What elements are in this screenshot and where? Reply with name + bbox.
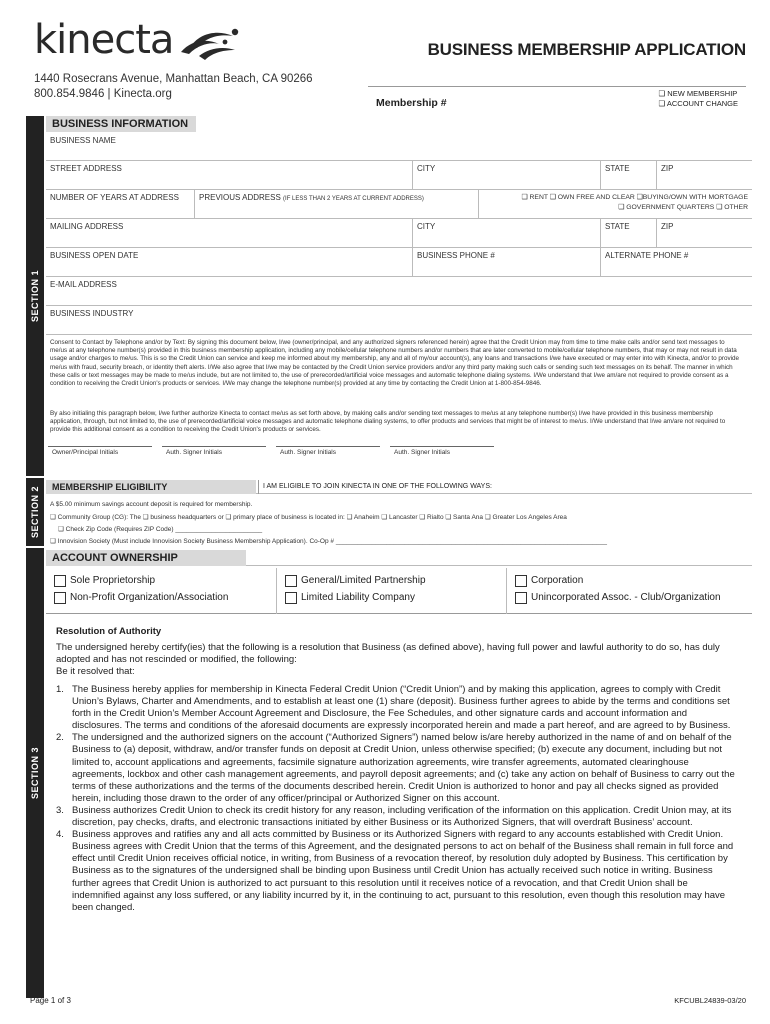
mailing-address-row [46,219,752,248]
partnership-checkbox[interactable]: General/Limited Partnership [285,572,506,589]
llc-checkbox[interactable]: Limited Liability Company [285,589,506,606]
auth-signer-initials-line[interactable]: Auth. Signer Initials [162,446,266,456]
ownership-column-1 [46,568,276,614]
email-row [46,277,752,306]
account-ownership-heading: ACCOUNT OWNERSHIP [46,550,246,566]
list-item: 2. The undersigned and the authorized signers on the account (“Authorized Signers”) named below is/are hereby authorized in the name of and on behalf of the Business to (a) deposit, withdraw, and/or transfer funds on deposit at Credit Union, unless otherwise specified; (b) execute any document, including but not limited to, account applications and agreements, facsimile signature authorization agreements, wire transfer agreements, automated clearinghouse agreements, lockbox and other cash management agreements, and payroll deposit agreements; and (c) take any action on behalf of Business to carry out the terms of these authorizations and the terms of the documents described herein. Credit Union is authorized to honor and pay all checks signed as provided herein, including those drawn to the order of any officer/principal or Authorized Signer on this account. [56,732,735,804]
contact-line: 800.854.9846 | Kinecta.org [34,88,172,100]
previous-address-field[interactable]: PREVIOUS ADDRESS (IF LESS THAN 2 YEARS AT CURRENT ADDRESS) [194,190,478,218]
checkbox-icon [54,575,66,587]
alternate-phone-field[interactable]: ALTERNATE PHONE # [600,248,752,276]
membership-type-options [658,89,738,109]
address-history-row [46,190,752,219]
business-information-heading: BUSINESS INFORMATION [46,116,196,132]
community-group-options[interactable]: ❑ Community Group (CG): The ❑ business headquarters or ❑ primary place of business is located in: ❑ Anaheim ❑ Lancaster ❑ Rialto ❑ Santa Ana ❑ Greater Los Angeles Area [50,514,567,521]
mailing-zip-field[interactable]: ZIP [656,219,752,247]
membership-number-field[interactable] [368,86,746,114]
auth-signer-initials-line[interactable]: Auth. Signer Initials [390,446,494,456]
checkbox-icon [285,575,297,587]
zip-field[interactable]: ZIP [656,161,752,189]
list-item: 4. Business approves and ratifies any and all acts committed by Business or its Authorized Signers with regard to any accounts established with Credit Union. Business agrees with Credit Union that the terms of this Agreement, and the designated persons to act on behalf of the Business shall remain in full force and effect until Credit Union receives official notice, in writing, from Business of a revocation thereof, by resolution duly adopted by Business. This certification by Business as to the signatures of the undersigned shall be binding upon Business until Credit Union has actually received such notice in writing. Business further agrees that Credit Union is authorized to act pursuant to this resolution until it receives notice of a revocation, and that Credit Union shall be indemnified against any loss suffered, or any liability incurred by it, in the continuing to act, pursuant to this resolution, even though this resolution may have been changed. [56,829,734,913]
address-line: 1440 Rosecrans Avenue, Manhattan Beach, CA 90266 [34,73,313,85]
form-code: KFCUBL24839-03/20 [674,996,746,1005]
kinecta-logo [34,18,243,62]
resolution-items [56,684,736,914]
section-3-tab: SECTION 3 [26,548,44,998]
ownership-options [46,568,752,614]
page-number: Page 1 of 3 [30,996,71,1005]
list-item: 3. Business authorizes Credit Union to check its credit history for any reason, including verification of the information on this application. Credit Union may, at its discretion, pay checks, drafts, and electronic transactions initiated by either Business or its Authorized Signers, that will overdraft Business’ account. [56,804,732,829]
mailing-city-field[interactable]: CITY [412,219,600,247]
resolution-intro: The undersigned hereby certify(ies) that the following is a resolution that Business (as defined above), having full power and lawful authority to do so, has duly adopted and has not rescinded or modified, the following: Be it resolved that: [56,642,736,678]
years-at-address-field[interactable]: NUMBER OF YEARS AT ADDRESS [50,193,179,202]
document-title: BUSINESS MEMBERSHIP APPLICATION [427,40,746,59]
section-2-tab: SECTION 2 [26,478,44,546]
check-zip-code-option[interactable]: ❑ Check Zip Code (Requires ZIP Code) ________________________ [58,526,263,533]
telephone-consent-paragraph: Consent to Contact by Telephone and/or by Text: By signing this document below, I/we (owner/principal, and any authorized signers referenced herein) agree that the Credit Union may from time to time make calls and/or send text messages to me/us at any telephone number(s) provided in this business membership application, including any mobile/cellular telephone numbers and/or numbers that are later converted to mobile/cellular telephone numbers, that may or may not result in data usage and/or charges to me/us. This is so the Credit Union can service and keep me informed about my membership, any and all of my/our account(s), any loans and transactions I/we have executed or may enter into with Kinecta, and/or to provide me/us with fraud, security breach, or identity theft alerts. I/We also agree that I/we may be contacted by the Credit Union service providers and/or any third party making such calls or sending such text messages on its behalf. The manner in which these calls or text messages may be made to me/us include, but are not limited to, the use of prerecorded/artificial voice messages and automatic telephone dialing systems. I/We understand that I/we am/are not required to provide consent as a condition to receiving the Credit Union's products or services. I/We may change the telephone number(s) provided at any time by contacting the Credit Union at 1-800-854-9846. [50,339,740,388]
business-name-row [46,133,752,161]
kinecta-swirl-icon [177,22,243,62]
dates-phones-row [46,248,752,277]
checkbox-icon [515,575,527,587]
state-field[interactable]: STATE [600,161,656,189]
business-phone-field[interactable]: BUSINESS PHONE # [412,248,600,276]
account-change-checkbox[interactable]: ❑ ACCOUNT CHANGE [658,99,738,108]
list-item: 1. The Business hereby applies for membership in Kinecta Federal Credit Union (“Credit Union”) and by making this application, agrees to comply with Credit Union’s Bylaws, Charter and Amendments, and to establish at least one (1) share (deposit). Business further agrees to abide by the terms and conditions set forth in the Credit Union’s Member Account Agreement and Disclosure, the Fee Schedules, and other signature cards and account information and disclosures. The terms and conditions of the aforesaid documents are expressly incorporated herein and made a part hereof, and are agreed to by Business. [56,684,731,732]
minimum-deposit-note: A $5.00 minimum savings account deposit is required for membership. [50,501,253,508]
eligibility-instruction: I AM ELIGIBLE TO JOIN KINECTA IN ONE OF THE FOLLOWING WAYS: [258,480,496,494]
company-address [34,72,313,102]
mailing-address-field[interactable]: MAILING ADDRESS [50,222,124,231]
corporation-checkbox[interactable]: Corporation [515,572,752,589]
non-profit-checkbox[interactable]: Non-Profit Organization/Association [54,589,276,606]
eligibility-header [46,480,752,494]
membership-label: Membership # [376,96,447,109]
sole-proprietorship-checkbox[interactable]: Sole Proprietorship [54,572,276,589]
street-address-field[interactable]: STREET ADDRESS [50,164,122,173]
email-field[interactable]: E-MAIL ADDRESS [50,280,117,289]
marketing-consent-paragraph: By also initialing this paragraph below, I/we further authorize Kinecta to contact me/us as set forth above, by making calls and/or sending text messages to me/us at any telephone number(s) I/we have provided in this business membership application, through, but not limited to, the use of prerecorded/artificial voice messages and automatic telephone dialing systems, to offer products and services that might be of interest to me/us. I/We understand that I/we am/are not required to provide this additional consent as a condition to receiving the Credit Union's products or services. [50,410,726,434]
checkbox-icon [54,592,66,604]
checkbox-icon [515,592,527,604]
account-ownership-header [46,550,752,566]
business-open-date-field[interactable]: BUSINESS OPEN DATE [50,251,139,260]
new-membership-checkbox[interactable]: ❑ NEW MEMBERSHIP [658,89,738,98]
city-field[interactable]: CITY [412,161,600,189]
housing-status-options[interactable]: ❑ RENT ❑ OWN FREE AND CLEAR ❑BUYING/OWN WITH MORTGAGE ❑ GOVERNMENT QUARTERS ❑ OTHER [478,190,752,218]
street-address-row [46,161,752,190]
unincorporated-assoc-checkbox[interactable]: Unincorporated Assoc. - Club/Organization [515,589,752,606]
section-1-tab: SECTION 1 [26,116,44,476]
owner-initials-line[interactable]: Owner/Principal Initials [48,446,152,456]
checkbox-icon [285,592,297,604]
business-industry-field[interactable]: BUSINESS INDUSTRY [50,309,134,318]
innovision-society-option[interactable]: ❑ Innovision Society (Must include Innovision Society Business Membership Application). Co-Op # ___________________________________________________________________________ [50,538,607,545]
industry-row [46,306,752,335]
ownership-column-3 [506,568,752,614]
business-name-field[interactable]: BUSINESS NAME [50,136,116,145]
membership-eligibility-heading: MEMBERSHIP ELIGIBILITY [46,480,256,494]
resolved-line: Be it resolved that: [56,666,135,677]
ownership-column-2 [276,568,506,614]
mailing-state-field[interactable]: STATE [600,219,656,247]
resolution-title: Resolution of Authority [56,626,162,637]
auth-signer-initials-line[interactable]: Auth. Signer Initials [276,446,380,456]
logo-wordmark: kinecta [34,17,174,63]
